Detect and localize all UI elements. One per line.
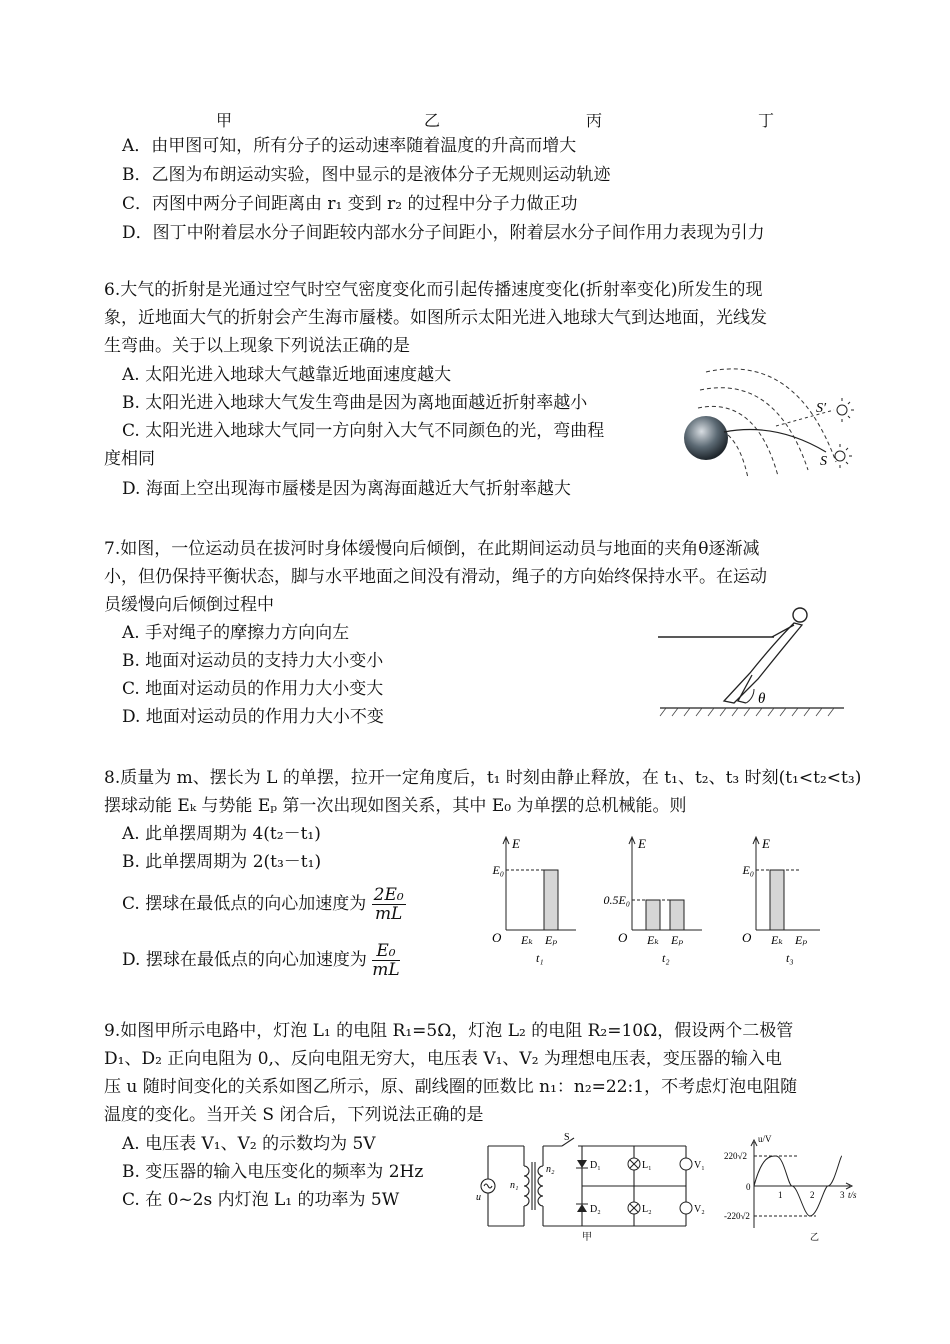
q6-stem-1: 6.大气的折射是光通过空气时空气密度变化而引起传播速度变化(折射率变化)所发生的现 <box>104 280 763 300</box>
theta-label: θ <box>758 691 766 707</box>
q7-stem-1: 7.如图，一位运动员在拔河时身体缓慢向后倾倒，在此期间运动员与地面的夹角θ逐渐减 <box>104 539 760 559</box>
q5-option-c: C．丙图中两分子间距离由 r₁ 变到 r₂ 的过程中分子力做正功 <box>122 194 578 214</box>
q9-option-c: C. 在 0~2s 内灯泡 L₁ 的功率为 5W <box>122 1190 400 1210</box>
q7-option-c: C. 地面对运动员的作用力大小变大 <box>122 679 384 699</box>
v2-label: V₂ <box>694 1204 705 1215</box>
chart-bar-label: Eₖ <box>771 933 783 947</box>
fraction-numerator: E₀ <box>372 942 399 961</box>
q6-stem-2: 象，近地面大气的折射会产生海市蜃楼。如图所示太阳光进入地球大气到达地面，光线发 <box>104 308 767 328</box>
chart-bar <box>770 870 784 930</box>
q9-stem-3: 压 u 随时间变化的关系如图乙所示，原、副线圈的匝数比 n₁：n₂=22:1，不考虑灯泡电阻随 <box>104 1077 798 1097</box>
s-prime-label: S′ <box>816 401 827 416</box>
chart-y-label: E <box>638 836 646 851</box>
q8-option-a: A. 此单摆周期为 4(t₂－t₁) <box>122 824 321 844</box>
q7-option-b: B. 地面对运动员的支持力大小变小 <box>122 651 384 671</box>
chart-bar-label: Eₖ <box>647 933 659 947</box>
chart-bar-label: Eₚ <box>671 933 684 947</box>
chart-level-label: E₀ <box>742 863 754 877</box>
q6-option-a: A. 太阳光进入地球大气越靠近地面速度越大 <box>122 365 452 385</box>
q8-option-c <box>122 880 406 928</box>
wave-caption: 乙 <box>810 1232 820 1242</box>
chart-bar-label: Eₚ <box>795 933 808 947</box>
l2-label: L₂ <box>642 1204 652 1215</box>
chart-origin-label: O <box>742 930 752 945</box>
fig-label-ding: 丁 <box>758 111 775 130</box>
q9-voltage-wave <box>724 1132 874 1244</box>
q9-stem-4: 温度的变化。当开关 S 闭合后，下列说法正确的是 <box>104 1105 484 1125</box>
q9-stem-1: 9.如图甲所示电路中，灯泡 L₁ 的电阻 R₁=5Ω，灯泡 L₂ 的电阻 R₂=10Ω，假设两个二极管 <box>104 1021 794 1041</box>
q7-stem-3: 员缓慢向后倾倒过程中 <box>104 595 274 615</box>
voltmeter-v1-icon <box>680 1158 692 1170</box>
q9-circuit-diagram <box>474 1130 724 1242</box>
primary-coil <box>524 1166 529 1206</box>
q8-stem-1: 8.质量为 m、摆长为 L 的单摆，拉开一定角度后，t₁ 时刻由静止释放，在 t₁、t₂、t₃ 时刻(t₁<t₂<t₃) <box>104 768 862 788</box>
n1-label: n₁ <box>510 1180 519 1191</box>
chart-bar-label: Eₚ <box>545 933 558 947</box>
fig-label-yi: 乙 <box>424 111 441 130</box>
q7-option-d: D. 地面对运动员的作用力大小不变 <box>122 707 384 727</box>
chart-bar-label: Eₖ <box>521 933 533 947</box>
wave-min-label: -220√2 <box>724 1211 750 1221</box>
v1-label: V₁ <box>694 1160 705 1171</box>
q9-option-a: A. 电压表 V₁、V₂ 的示数均为 5V <box>122 1134 376 1154</box>
wave-y-label: u/V <box>758 1134 772 1144</box>
chart-y-label: E <box>512 836 520 851</box>
wave-x-label: t/s <box>848 1190 857 1200</box>
fraction-numerator: 2E₀ <box>373 885 404 905</box>
q6-option-d: D. 海面上空出现海市蜃楼是因为离海面越近大气折射率越大 <box>122 479 571 499</box>
n2-label: n₂ <box>546 1164 555 1175</box>
chart-y-label: E <box>762 836 770 851</box>
q8-option-d-text: D. 摆球在最低点的向心加速度为 <box>122 950 367 970</box>
q5-option-b: B．乙图为布朗运动实验，图中显示的是液体分子无规则运动轨迹 <box>122 165 611 185</box>
chart-level-label: E₀ <box>492 863 504 877</box>
chart-time-label: t₂ <box>662 951 670 965</box>
chart-bar <box>544 870 558 930</box>
athlete-head <box>793 608 807 622</box>
q9-option-b: B. 变压器的输入电压变化的频率为 2Hz <box>122 1162 424 1182</box>
s-label: S <box>820 454 827 469</box>
chart-origin-label: O <box>492 930 502 945</box>
q9-stem-2: D₁、D₂ 正向电阻为 0,、反向电阻无穷大，电压表 V₁、V₂ 为理想电压表，变压器的输入电 <box>104 1049 782 1069</box>
sun-icon <box>835 451 845 461</box>
voltmeter-v2-icon <box>680 1202 692 1214</box>
chart-time-label: t₁ <box>536 951 544 965</box>
fraction-denominator: mL <box>372 960 400 980</box>
secondary-coil <box>538 1166 543 1206</box>
q7-athlete-figure <box>654 603 850 707</box>
fig-label-jia: 甲 <box>216 111 233 130</box>
wave-tick-2: 2 <box>810 1190 815 1200</box>
earth-icon <box>684 416 728 460</box>
u-label: u <box>476 1192 481 1203</box>
wave-tick-3: 3 <box>840 1190 845 1200</box>
q8-option-c-fraction <box>372 886 406 923</box>
chart-bar <box>670 900 684 930</box>
l1-label: L₁ <box>642 1160 652 1171</box>
q8-energy-charts <box>480 832 820 972</box>
fig-label-bing: 丙 <box>586 111 603 130</box>
q7-stem-2: 小，但仍保持平衡状态，脚与水平地面之间没有滑动，绳子的方向始终保持水平。在运动 <box>104 567 767 587</box>
q5-option-a: A．由甲图可知，所有分子的运动速率随着温度的升高而增大 <box>122 136 577 156</box>
q7-option-a: A. 手对绳子的摩擦力方向向左 <box>122 623 350 643</box>
diode-d2-icon <box>577 1204 587 1212</box>
fraction-denominator: mL <box>374 904 403 924</box>
wave-tick-1: 1 <box>778 1190 783 1200</box>
q8-option-c-text: C. 摆球在最低点的向心加速度为 <box>122 894 367 914</box>
diode-d1-icon <box>577 1160 587 1168</box>
q8-option-b: B. 此单摆周期为 2(t₃－t₁) <box>122 852 322 872</box>
circuit-caption: 甲 <box>582 1232 592 1242</box>
q8-option-d <box>122 936 400 984</box>
q6-option-c-cont: 度相同 <box>104 449 155 469</box>
chart-time-label: t₃ <box>786 951 794 965</box>
q6-refraction-figure <box>676 352 870 482</box>
q6-stem-3: 生弯曲。关于以上现象下列说法正确的是 <box>104 336 410 356</box>
light-ray <box>724 430 826 453</box>
q6-option-c: C. 太阳光进入地球大气同一方向射入大气不同颜色的光，弯曲程 <box>122 421 605 441</box>
chart-level-label: 0.5E₀ <box>603 893 630 907</box>
d2-label: D₂ <box>590 1204 601 1215</box>
sun-image-icon <box>837 405 847 415</box>
q8-stem-2: 摆球动能 Eₖ 与势能 Eₚ 第一次出现如图关系，其中 E₀ 为单摆的总机械能。则 <box>104 796 687 816</box>
wave-zero-label: 0 <box>746 1182 751 1192</box>
d1-label: D₁ <box>590 1160 601 1171</box>
switch-label: S <box>564 1132 570 1143</box>
wave-max-label: 220√2 <box>724 1151 747 1161</box>
q6-option-b: B. 太阳光进入地球大气发生弯曲是因为离地面越近折射率越小 <box>122 393 588 413</box>
q5-option-d: D．图丁中附着层水分子间距较内部水分子间距小，附着层水分子间作用力表现为引力 <box>122 223 765 243</box>
chart-bar <box>646 900 660 930</box>
chart-origin-label: O <box>618 930 628 945</box>
q8-option-d-fraction <box>372 942 399 979</box>
